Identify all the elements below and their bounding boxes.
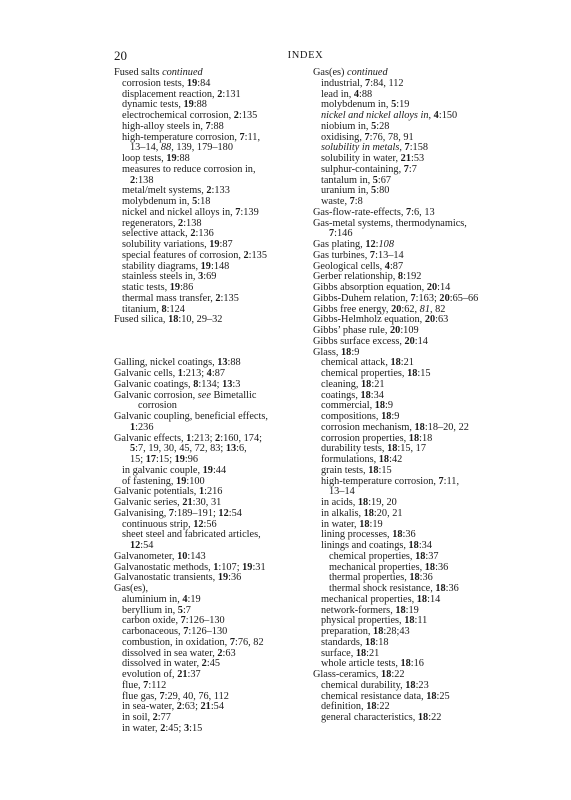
index-subentry: titanium, 8:124 xyxy=(122,303,185,315)
index-subentry: molybdenum in, 5:18 xyxy=(122,196,211,207)
index-entry: Gibbs’ phase rule, 20:109 xyxy=(313,325,419,336)
index-subentry: measures to reduce corrosion in, xyxy=(122,163,256,175)
index-entry: Galvanic cells, 1:213; 4:87 xyxy=(114,368,225,379)
index-subentry: in acids, 18:19, 20 xyxy=(321,497,397,508)
index-subentry: flue gas, 7:29, 40, 76, 112 xyxy=(122,690,229,702)
index-subentry: carbon oxide, 7:126–130 xyxy=(122,615,225,627)
index-subentry: displacement reaction, 2:131 xyxy=(122,88,241,100)
index-subentry: chemical properties, 18:15 xyxy=(321,368,431,379)
index-entry: Gibbs free energy, 20:62, 81, 82 xyxy=(313,303,446,315)
index-entry: Galvanising, 7:189–191; 12:54 xyxy=(114,507,242,519)
index-subentry: molybdenum in, 5:19 xyxy=(321,99,410,111)
index-subentry: high-temperature corrosion, 7:11, xyxy=(122,131,261,143)
index-subentry: coatings, 18:34 xyxy=(321,389,384,401)
index-subentry: 13–14 xyxy=(329,486,355,498)
index-subentry: in water, 2:45; 3:15 xyxy=(122,722,203,734)
index-subentry: corrosion tests, 19:84 xyxy=(122,77,211,89)
index-subentry: surface, 18:21 xyxy=(321,647,380,659)
index-subentry: in alkalis, 18:20, 21 xyxy=(321,507,403,519)
index-subentry: in galvanic couple, 19:44 xyxy=(122,464,227,476)
index-subentry: nickel and nickel alloys in, 4:150 xyxy=(321,110,458,121)
index-subentry: corrosion mechanism, 18:18–20, 22 xyxy=(321,421,469,433)
index-subentry: flue, 7:112 xyxy=(122,679,167,691)
index-entry: Gas(es), xyxy=(114,583,149,594)
index-subentry: durability tests, 18:15, 17 xyxy=(321,443,426,455)
index-subentry: chemical durability, 18:23 xyxy=(321,679,429,691)
index-subentry: corrosion properties, 18:18 xyxy=(321,432,433,444)
index-entry: Galvanic coatings, 8:134; 13:3 xyxy=(114,378,241,390)
index-subentry: solubility variations, 19:87 xyxy=(122,239,233,250)
index-subentry: grain tests, 18:15 xyxy=(321,464,392,476)
index-subentry: evolution of, 21:37 xyxy=(122,669,201,680)
index-subentry: mechanical properties, 18:36 xyxy=(329,561,449,573)
index-entry: Galvanic effects, 1:213; 2:160, 174; xyxy=(114,432,262,444)
index-subentry: 15; 17:15; 19:96 xyxy=(130,454,199,465)
index-subentry: whole article tests, 18:16 xyxy=(321,658,424,670)
index-subentry: special features of corrosion, 2:135 xyxy=(122,249,267,261)
index-subentry: combustion, in oxidation, 7:76, 82 xyxy=(122,636,264,648)
index-entry: Galvanostatic methods, 1:107; 19:31 xyxy=(114,561,266,573)
index-subentry: carbonaceous, 7:126–130 xyxy=(122,626,228,637)
index-entry: Geological cells, 4:87 xyxy=(313,260,404,272)
index-entry: Gas-metal systems, thermodynamics, xyxy=(313,217,467,229)
entry-spacer xyxy=(114,326,319,348)
index-subentry: in soil, 2:77 xyxy=(122,712,171,723)
index-entry: Gibbs-Duhem relation, 7:163; 20:65–66 xyxy=(313,292,479,304)
index-subentry: high-alloy steels in, 7:88 xyxy=(122,120,224,132)
index-entry: Fused salts continued xyxy=(114,67,203,78)
index-column-right xyxy=(313,68,528,724)
index-subentry: in sea-water, 2:63; 21:54 xyxy=(122,701,224,713)
index-subentry: lead in, 4:88 xyxy=(321,88,373,100)
index-column-left xyxy=(114,68,319,735)
index-subentry: thermal mass transfer, 2:135 xyxy=(122,292,239,304)
index-subentry: metal/melt systems, 2:133 xyxy=(122,185,230,197)
running-head: INDEX xyxy=(287,50,324,61)
index-entry: Fused silica, 18:10, 29–32 xyxy=(114,314,223,326)
index-subentry: commercial, 18:9 xyxy=(321,400,394,412)
index-subentry: solubility in water, 21:53 xyxy=(321,153,425,164)
page-number: 20 xyxy=(114,48,127,63)
index-entry: Gas plating, 12:108 xyxy=(313,239,394,250)
index-subentry: selective attack, 2:136 xyxy=(122,228,214,240)
index-entry: Gerber relationship, 8:192 xyxy=(313,271,422,283)
index-subentry: 7:146 xyxy=(329,228,353,240)
index-entry: Gas(es) continued xyxy=(313,67,388,78)
index-subentry: cleaning, 18:21 xyxy=(321,378,385,390)
index-subentry: thermal shock resistance, 18:36 xyxy=(329,583,459,594)
index-entry: Galvanic potentials, 1:216 xyxy=(114,486,223,498)
index-subentry: tantalum in, 5:67 xyxy=(321,174,392,186)
index-subentry: 13–14, 88, 139, 179–180 xyxy=(130,142,233,154)
index-entry: Galvanostatic transients, 19:36 xyxy=(114,572,242,584)
index-subentry: standards, 18:18 xyxy=(321,636,389,648)
index-entry: Galvanic coupling, beneficial effects, xyxy=(114,411,268,422)
index-subentry: 5:7, 19, 30, 45, 72, 83; 13:6, xyxy=(130,443,247,455)
index-entry: Gibbs absorption equation, 20:14 xyxy=(313,282,451,293)
index-subentry: of fastening, 19:100 xyxy=(122,475,205,487)
index-entry: Gas-flow-rate-effects, 7:6, 13 xyxy=(313,206,435,218)
index-subentry: preparation, 18:28;43 xyxy=(321,626,410,637)
index-entry: Galvanometer, 10:143 xyxy=(114,550,206,562)
index-subentry: high-temperature corrosion, 7:11, xyxy=(321,475,460,487)
index-entry: Gibbs-Helmholz equation, 20:63 xyxy=(313,314,449,326)
index-subentry: definition, 18:22 xyxy=(321,701,390,713)
index-subentry: regenerators, 2:138 xyxy=(122,217,202,229)
index-subentry: continuous strip, 12:56 xyxy=(122,518,217,530)
index-subentry: static tests, 19:86 xyxy=(122,282,194,293)
index-subentry: dissolved in water, 2:45 xyxy=(122,658,220,670)
index-subentry: uranium in, 5:80 xyxy=(321,185,390,197)
index-subentry: in water, 18:19 xyxy=(321,518,383,530)
index-subentry: sulphur-containing, 7:7 xyxy=(321,163,417,175)
index-subentry: aluminium in, 4:19 xyxy=(122,593,201,605)
index-subentry: chemical properties, 18:37 xyxy=(329,550,439,562)
index-subentry: oxidising, 7:76, 78, 91 xyxy=(321,131,414,143)
index-subentry: 12:54 xyxy=(130,540,154,551)
index-subentry: niobium in, 5:28 xyxy=(321,120,390,132)
index-subentry: dynamic tests, 19:88 xyxy=(122,99,207,111)
index-subentry: network-formers, 18:19 xyxy=(321,604,419,616)
index-subentry: waste, 7:8 xyxy=(321,196,363,207)
index-subentry: loop tests, 19:88 xyxy=(122,153,190,164)
index-subentry: physical properties, 18:11 xyxy=(321,615,428,627)
index-subentry: nickel and nickel alloys in, 7:139 xyxy=(122,206,259,218)
index-subentry: solubility in metals, 7:158 xyxy=(321,142,428,154)
index-subentry: sheet steel and fabricated articles, xyxy=(122,529,261,541)
index-subentry: industrial, 7:84, 112 xyxy=(321,77,404,89)
index-subentry: thermal properties, 18:36 xyxy=(329,572,433,584)
index-subentry: compositions, 18:9 xyxy=(321,411,400,422)
index-subentry: corrosion xyxy=(138,400,177,412)
index-subentry: 2:138 xyxy=(130,174,154,186)
index-entry: Galling, nickel coatings, 13:88 xyxy=(114,357,241,369)
index-subentry: chemical resistance data, 18:25 xyxy=(321,690,450,702)
index-subentry: general characteristics, 18:22 xyxy=(321,712,442,723)
index-subentry: stainless steels in, 3:69 xyxy=(122,271,217,283)
index-subentry: beryllium in, 5:7 xyxy=(122,604,191,616)
index-entry: Gibbs surface excess, 20:14 xyxy=(313,335,428,347)
index-subentry: dissolved in sea water, 2:63 xyxy=(122,647,236,659)
index-entry: Glass, 18:9 xyxy=(313,346,360,358)
index-subentry: chemical attack, 18:21 xyxy=(321,357,414,369)
index-subentry: linings and coatings, 18:34 xyxy=(321,540,432,551)
index-subentry: formulations, 18:42 xyxy=(321,454,403,465)
index-subentry: mechanical properties, 18:14 xyxy=(321,593,441,605)
index-subentry: 1:236 xyxy=(130,421,154,433)
index-entry: Galvanic corrosion, see Bimetallic xyxy=(114,389,257,401)
index-subentry: stability diagrams, 19:148 xyxy=(122,260,230,272)
index-subentry: electrochemical corrosion, 2:135 xyxy=(122,110,258,121)
index-entry: Gas turbines, 7:13–14 xyxy=(313,249,404,261)
index-entry: Galvanic series, 21:30, 31 xyxy=(114,497,222,508)
index-subentry: lining processes, 18:36 xyxy=(321,529,416,541)
index-entry: Glass-ceramics, 18:22 xyxy=(313,669,405,680)
